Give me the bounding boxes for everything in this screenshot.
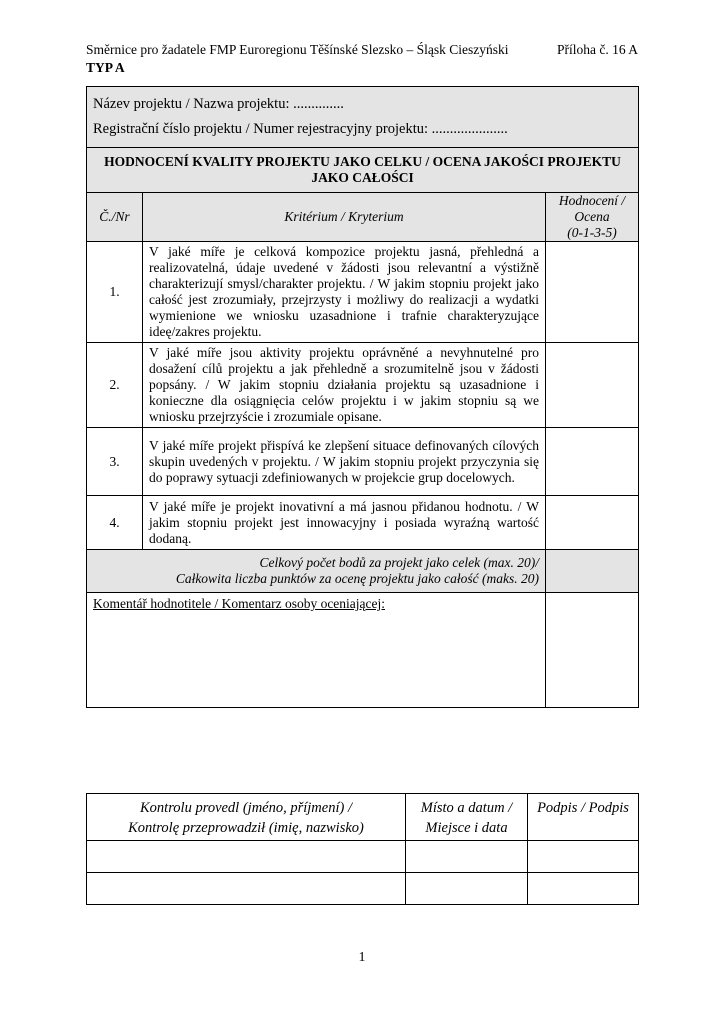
rating-header-line: Ocena bbox=[574, 209, 610, 224]
column-header-rating bbox=[546, 193, 639, 242]
criterion-text: V jaké míře je projekt inovativní a má jasnou přidanou hodnotu. / W jakim stopniu projekt jest innowacyjny i posiada wyraźną wartość dodaną. bbox=[143, 496, 546, 550]
comment-label: Komentář hodnotitele / Komentarz osoby oceniającej: bbox=[93, 596, 386, 611]
rating-input-cell[interactable] bbox=[546, 496, 639, 550]
signature-entry-row bbox=[87, 841, 639, 873]
column-header-row bbox=[87, 193, 639, 242]
criterion-row bbox=[87, 242, 639, 343]
signature-cell[interactable] bbox=[528, 841, 639, 873]
rating-input-cell[interactable] bbox=[546, 242, 639, 343]
criterion-number: 1. bbox=[87, 242, 143, 343]
criterion-number: 4. bbox=[87, 496, 143, 550]
inspector-name-cell[interactable] bbox=[87, 873, 406, 905]
inspector-name-header bbox=[87, 794, 406, 841]
comment-field[interactable] bbox=[87, 593, 546, 708]
criterion-row bbox=[87, 428, 639, 496]
place-date-cell[interactable] bbox=[406, 841, 528, 873]
criterion-text: V jaké míře je celková kompozice projektu jasná, přehledná a realizovatelná, údaje uvedené v žádosti jsou relevantní a výstižně charakterizují smysl/charakter projektu. / W jakim stopniu projekt jako całość jest zrozumiały, przejrzysty i możliwy do realizacji a wydatki wymienione we wniosku uzasadnione i trafnie charakteryzujące ideę/zakres projektu. bbox=[143, 242, 546, 343]
inspector-header-line: Kontrolu provedl (jméno, příjmení) / bbox=[140, 800, 352, 816]
rating-input-cell[interactable] bbox=[546, 428, 639, 496]
total-label-line: Całkowita liczba punktów za ocenę projektu jako całość (maks. 20) bbox=[175, 571, 539, 586]
criterion-row bbox=[87, 496, 639, 550]
total-label-line: Celkový počet bodů za projekt jako celek (max. 20)/ bbox=[259, 555, 539, 570]
signature-entry-row bbox=[87, 873, 639, 905]
column-header-nr: Č./Nr bbox=[87, 193, 143, 242]
signature-header-row bbox=[87, 794, 639, 841]
rating-header-line: Hodnocení / bbox=[558, 193, 626, 208]
place-date-header bbox=[406, 794, 528, 841]
inspector-name-cell[interactable] bbox=[87, 841, 406, 873]
inspector-header-line: Kontrolę przeprowadził (imię, nazwisko) bbox=[128, 820, 364, 836]
total-row bbox=[87, 550, 639, 593]
total-label bbox=[87, 550, 546, 593]
rating-header-line: (0-1-3-5) bbox=[567, 225, 617, 240]
section-title: HODNOCENÍ KVALITY PROJEKTU JAKO CELKU / OCENA JAKOŚCI PROJEKTU JAKO CAŁOŚCI bbox=[87, 148, 639, 193]
place-date-cell[interactable] bbox=[406, 873, 528, 905]
signature-header: Podpis / Podpis bbox=[528, 794, 639, 841]
page-number: 1 bbox=[358, 950, 366, 965]
column-header-criterion: Kritérium / Kryterium bbox=[143, 193, 546, 242]
criterion-text: V jaké míře projekt přispívá ke zlepšení situace definovaných cílových skupin uvedených v projektu. / W jakim stopniu projekt przyczynia się do poprawy sytuacji zdefiniowanych w projekcie grup docelowych. bbox=[143, 428, 546, 496]
total-score-cell[interactable] bbox=[546, 550, 639, 593]
signature-cell[interactable] bbox=[528, 873, 639, 905]
evaluation-table bbox=[86, 86, 639, 708]
project-info-row bbox=[87, 87, 639, 148]
document-type: TYP A bbox=[86, 60, 125, 75]
project-registration-field[interactable]: Registrační číslo projektu / Numer rejestracyjny projektu: ..................... bbox=[93, 121, 508, 137]
comment-side-cell bbox=[546, 593, 639, 708]
rating-input-cell[interactable] bbox=[546, 343, 639, 428]
project-name-field[interactable]: Název projektu / Nazwa projektu: .............. bbox=[93, 96, 344, 112]
place-date-header-line: Miejsce i data bbox=[425, 820, 508, 836]
criterion-row bbox=[87, 343, 639, 428]
criterion-text: V jaké míře jsou aktivity projektu oprávněné a nevyhnutelné pro dosažení cílů projektu a jak přehledně a srozumitelně jsou v žádosti popsány. / W jakim stopniu działania projektu są uzasadnione i konieczne dla osiągnięcia celów projektu i w jakim stopniu są we wniosku przejrzyście i zrozumiale opisane. bbox=[143, 343, 546, 428]
comment-row bbox=[87, 593, 639, 708]
place-date-header-line: Místo a datum / bbox=[420, 800, 513, 816]
section-title-row bbox=[87, 148, 639, 193]
criterion-number: 2. bbox=[87, 343, 143, 428]
annex-number: Příloha č. 16 A bbox=[557, 42, 638, 57]
document-header-title: Směrnice pro žadatele FMP Euroregionu Těšínské Slezsko – Śląsk Cieszyński bbox=[86, 42, 509, 57]
criterion-number: 3. bbox=[87, 428, 143, 496]
signature-table bbox=[86, 793, 639, 905]
